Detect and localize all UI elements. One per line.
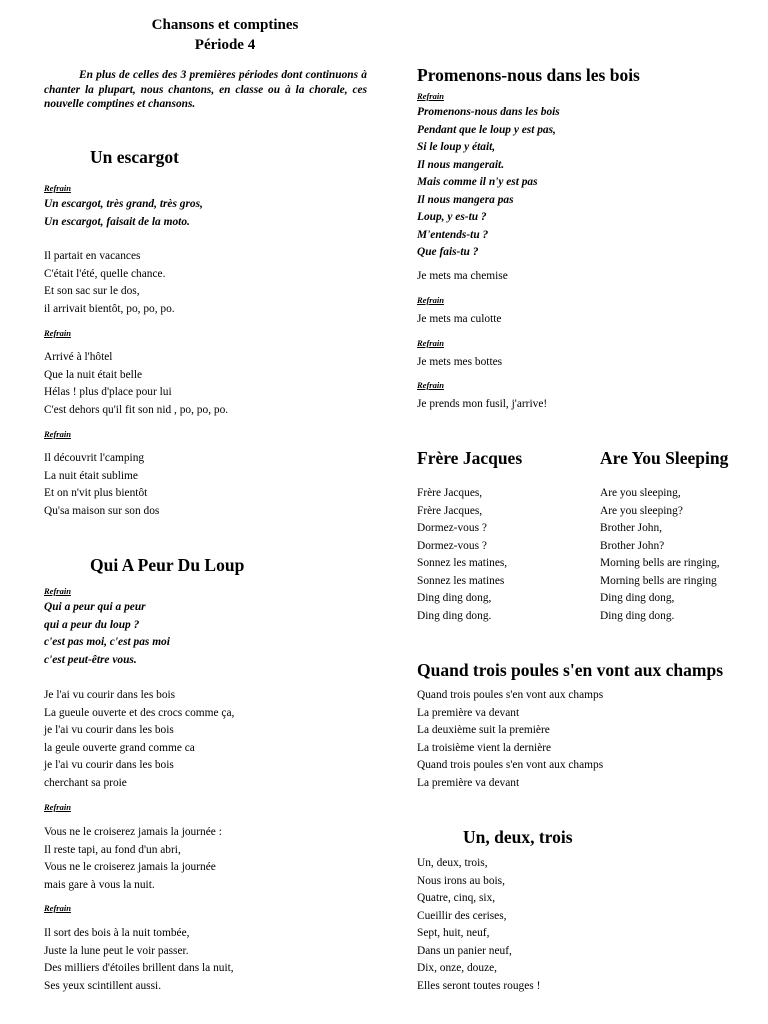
lyric-line: Frère Jacques, <box>417 487 483 499</box>
lyric-line: C'est dehors qu'il fit son nid , po, po, po. <box>44 403 229 416</box>
lyric-line: Quand trois poules s'en vont aux champs <box>417 689 604 701</box>
loup-verse-3 <box>44 925 234 995</box>
song-title-un-deux-trois: Un, deux, trois <box>463 827 573 847</box>
lyric-line: mais gare à vous la nuit. <box>44 878 155 891</box>
lyric-line: La première va devant <box>417 706 520 719</box>
lyric-line: Nous irons au bois, <box>417 874 505 887</box>
lyric-line: Loup, y es-tu ? <box>417 211 487 223</box>
lyric-line: Un escargot, faisait de la moto. <box>44 215 190 228</box>
lyric-line: M'entends-tu ? <box>417 228 489 241</box>
lyric-line: Il reste tapi, au fond d'un abri, <box>44 843 181 856</box>
lyric-line: Il découvrit l'camping <box>44 452 145 464</box>
lyric-line: cherchant sa proie <box>44 776 127 789</box>
refrain-label: Refrain <box>417 91 444 101</box>
lyric-line: Si le loup y était, <box>417 141 496 153</box>
lyric-line: Promenons-nous dans les bois <box>417 106 560 118</box>
refrain-label: Refrain <box>417 295 444 305</box>
lyric-line: je l'ai vu courir dans les bois <box>44 759 174 771</box>
lyric-line: Je l'ai vu courir dans les bois <box>44 689 176 701</box>
refrain-label: Refrain <box>44 429 71 439</box>
page-subtitle: Période 4 <box>194 37 256 53</box>
lyric-line: Are you sleeping, <box>600 487 681 499</box>
lyric-line: Ding ding dong, <box>600 592 675 604</box>
loup-verse-2 <box>44 824 222 894</box>
song-title-are-you-sleeping: Are You Sleeping <box>600 448 729 468</box>
lyric-line: Mais comme il n'y est pas <box>417 176 538 188</box>
lyric-line: Morning bells are ringing, <box>600 557 720 569</box>
lyric-line: Des milliers d'étoiles brillent dans la nuit, <box>44 962 234 974</box>
lyric-line: Elles seront toutes rouges ! <box>417 979 541 992</box>
lyric-line: Un escargot, très grand, très gros, <box>44 198 203 210</box>
lyric-line: Juste la lune peut le voir passer. <box>44 944 189 957</box>
escargot-verse-1 <box>44 248 175 318</box>
lyric-line: Sept, huit, neuf, <box>417 927 490 939</box>
lyric-line: la geule ouverte grand comme ca <box>44 741 195 754</box>
poules-lyrics <box>417 687 603 792</box>
lyric-line: La deuxième suit la première <box>417 724 550 736</box>
song-title-loup: Qui A Peur Du Loup <box>90 555 245 575</box>
lyric-line: qui a peur du loup ? <box>44 618 140 631</box>
refrain-label: Refrain <box>417 338 444 348</box>
lyric-line: Il nous mangera pas <box>417 193 514 206</box>
escargot-refrain <box>44 196 203 231</box>
un-deux-trois-lyrics <box>417 855 540 995</box>
escargot-verse-2 <box>44 349 228 419</box>
lyric-line: Que fais-tu ? <box>417 246 479 258</box>
lyric-line: La gueule ouverte et des crocs comme ça, <box>44 706 235 719</box>
lyric-line: C'était l'été, quelle chance. <box>44 267 166 280</box>
lyric-line: Je mets ma culotte <box>417 313 502 325</box>
lyric-line: Qu'sa maison sur son dos <box>44 504 160 517</box>
refrain-label: Refrain <box>44 183 71 193</box>
lyric-line: Ding ding dong. <box>417 609 492 622</box>
song-title-promenons: Promenons-nous dans les bois <box>417 65 640 85</box>
lyric-line: Je prends mon fusil, j'arrive! <box>417 398 548 410</box>
lyric-line: Quand trois poules s'en vont aux champs <box>417 759 604 771</box>
lyric-line: La nuit était sublime <box>44 469 138 482</box>
lyric-line: je l'ai vu courir dans les bois <box>44 724 174 736</box>
lyric-line: Frère Jacques, <box>417 504 483 517</box>
song-title-escargot: Un escargot <box>90 147 179 167</box>
refrain-label: Refrain <box>44 586 71 596</box>
song-title-poules: Quand trois poules s'en vont aux champs <box>417 660 724 680</box>
intro-paragraph: En plus de celles des 3 premières périodes dont continuons à chanter la plupart, nous chantons, en classe ou à la chorale, ces nouvelle comptines et chansons. <box>44 69 367 111</box>
lyric-line: c'est pas moi, c'est pas moi <box>44 636 170 648</box>
lyric-line: Pendant que le loup y est pas, <box>417 123 556 136</box>
lyric-line: Il nous mangerait. <box>417 158 505 171</box>
lyric-line: Un, deux, trois, <box>417 857 488 869</box>
lyric-line: Et on n'vit plus bientôt <box>44 487 148 499</box>
lyric-line: Dix, onze, douze, <box>417 962 498 974</box>
loup-refrain <box>44 599 170 669</box>
lyric-line: Vous ne le croiserez jamais la journée <box>44 861 216 873</box>
refrain-label: Refrain <box>44 328 71 338</box>
lyric-line: Ding ding dong, <box>417 592 492 604</box>
lyric-line: Je mets mes bottes <box>417 356 503 368</box>
lyric-line: Dormez-vous ? <box>417 522 487 534</box>
promenons-refrain <box>417 104 560 262</box>
song-title-frere-jacques: Frère Jacques <box>417 448 523 468</box>
page-title: Chansons et comptines <box>151 17 299 33</box>
lyric-line: Sonnez les matines <box>417 574 505 587</box>
lyric-line: Morning bells are ringing <box>600 574 717 587</box>
are-you-sleeping-lyrics <box>600 485 720 625</box>
lyric-line: il arrivait bientôt, po, po, po. <box>44 302 175 315</box>
lyric-line: Brother John, <box>600 522 663 534</box>
lyric-line: Je mets ma chemise <box>417 270 508 282</box>
refrain-label: Refrain <box>44 802 71 812</box>
lyric-line: Cueillir des cerises, <box>417 909 507 922</box>
lyric-line: Vous ne le croiserez jamais la journée : <box>44 826 222 838</box>
refrain-label: Refrain <box>417 380 444 390</box>
lyric-line: La première va devant <box>417 776 520 789</box>
lyric-line: La troisième vient la dernière <box>417 741 552 754</box>
lyric-line: Il sort des bois à la nuit tombée, <box>44 927 190 939</box>
lyric-line: Ding ding dong. <box>600 609 675 622</box>
loup-verse-1 <box>44 687 234 792</box>
lyric-line: Dans un panier neuf, <box>417 944 512 957</box>
lyric-line: c'est peut-être vous. <box>44 653 137 666</box>
frere-jacques-lyrics <box>417 485 507 625</box>
lyric-line: Dormez-vous ? <box>417 539 487 552</box>
lyric-line: Il partait en vacances <box>44 250 141 262</box>
escargot-verse-3 <box>44 450 159 520</box>
lyric-line: Arrivé à l'hôtel <box>44 351 113 363</box>
lyric-line: Et son sac sur le dos, <box>44 285 140 297</box>
lyric-line: Sonnez les matines, <box>417 557 508 569</box>
lyric-line: Hélas ! plus d'place pour lui <box>44 386 172 398</box>
lyric-line: Que la nuit était belle <box>44 368 143 381</box>
lyric-line: Quatre, cinq, six, <box>417 892 496 904</box>
lyric-line: Brother John? <box>600 539 665 552</box>
refrain-label: Refrain <box>44 903 71 913</box>
lyric-line: Qui a peur qui a peur <box>44 601 146 613</box>
lyric-line: Ses yeux scintillent aussi. <box>44 979 162 992</box>
lyric-line: Are you sleeping? <box>600 504 683 517</box>
